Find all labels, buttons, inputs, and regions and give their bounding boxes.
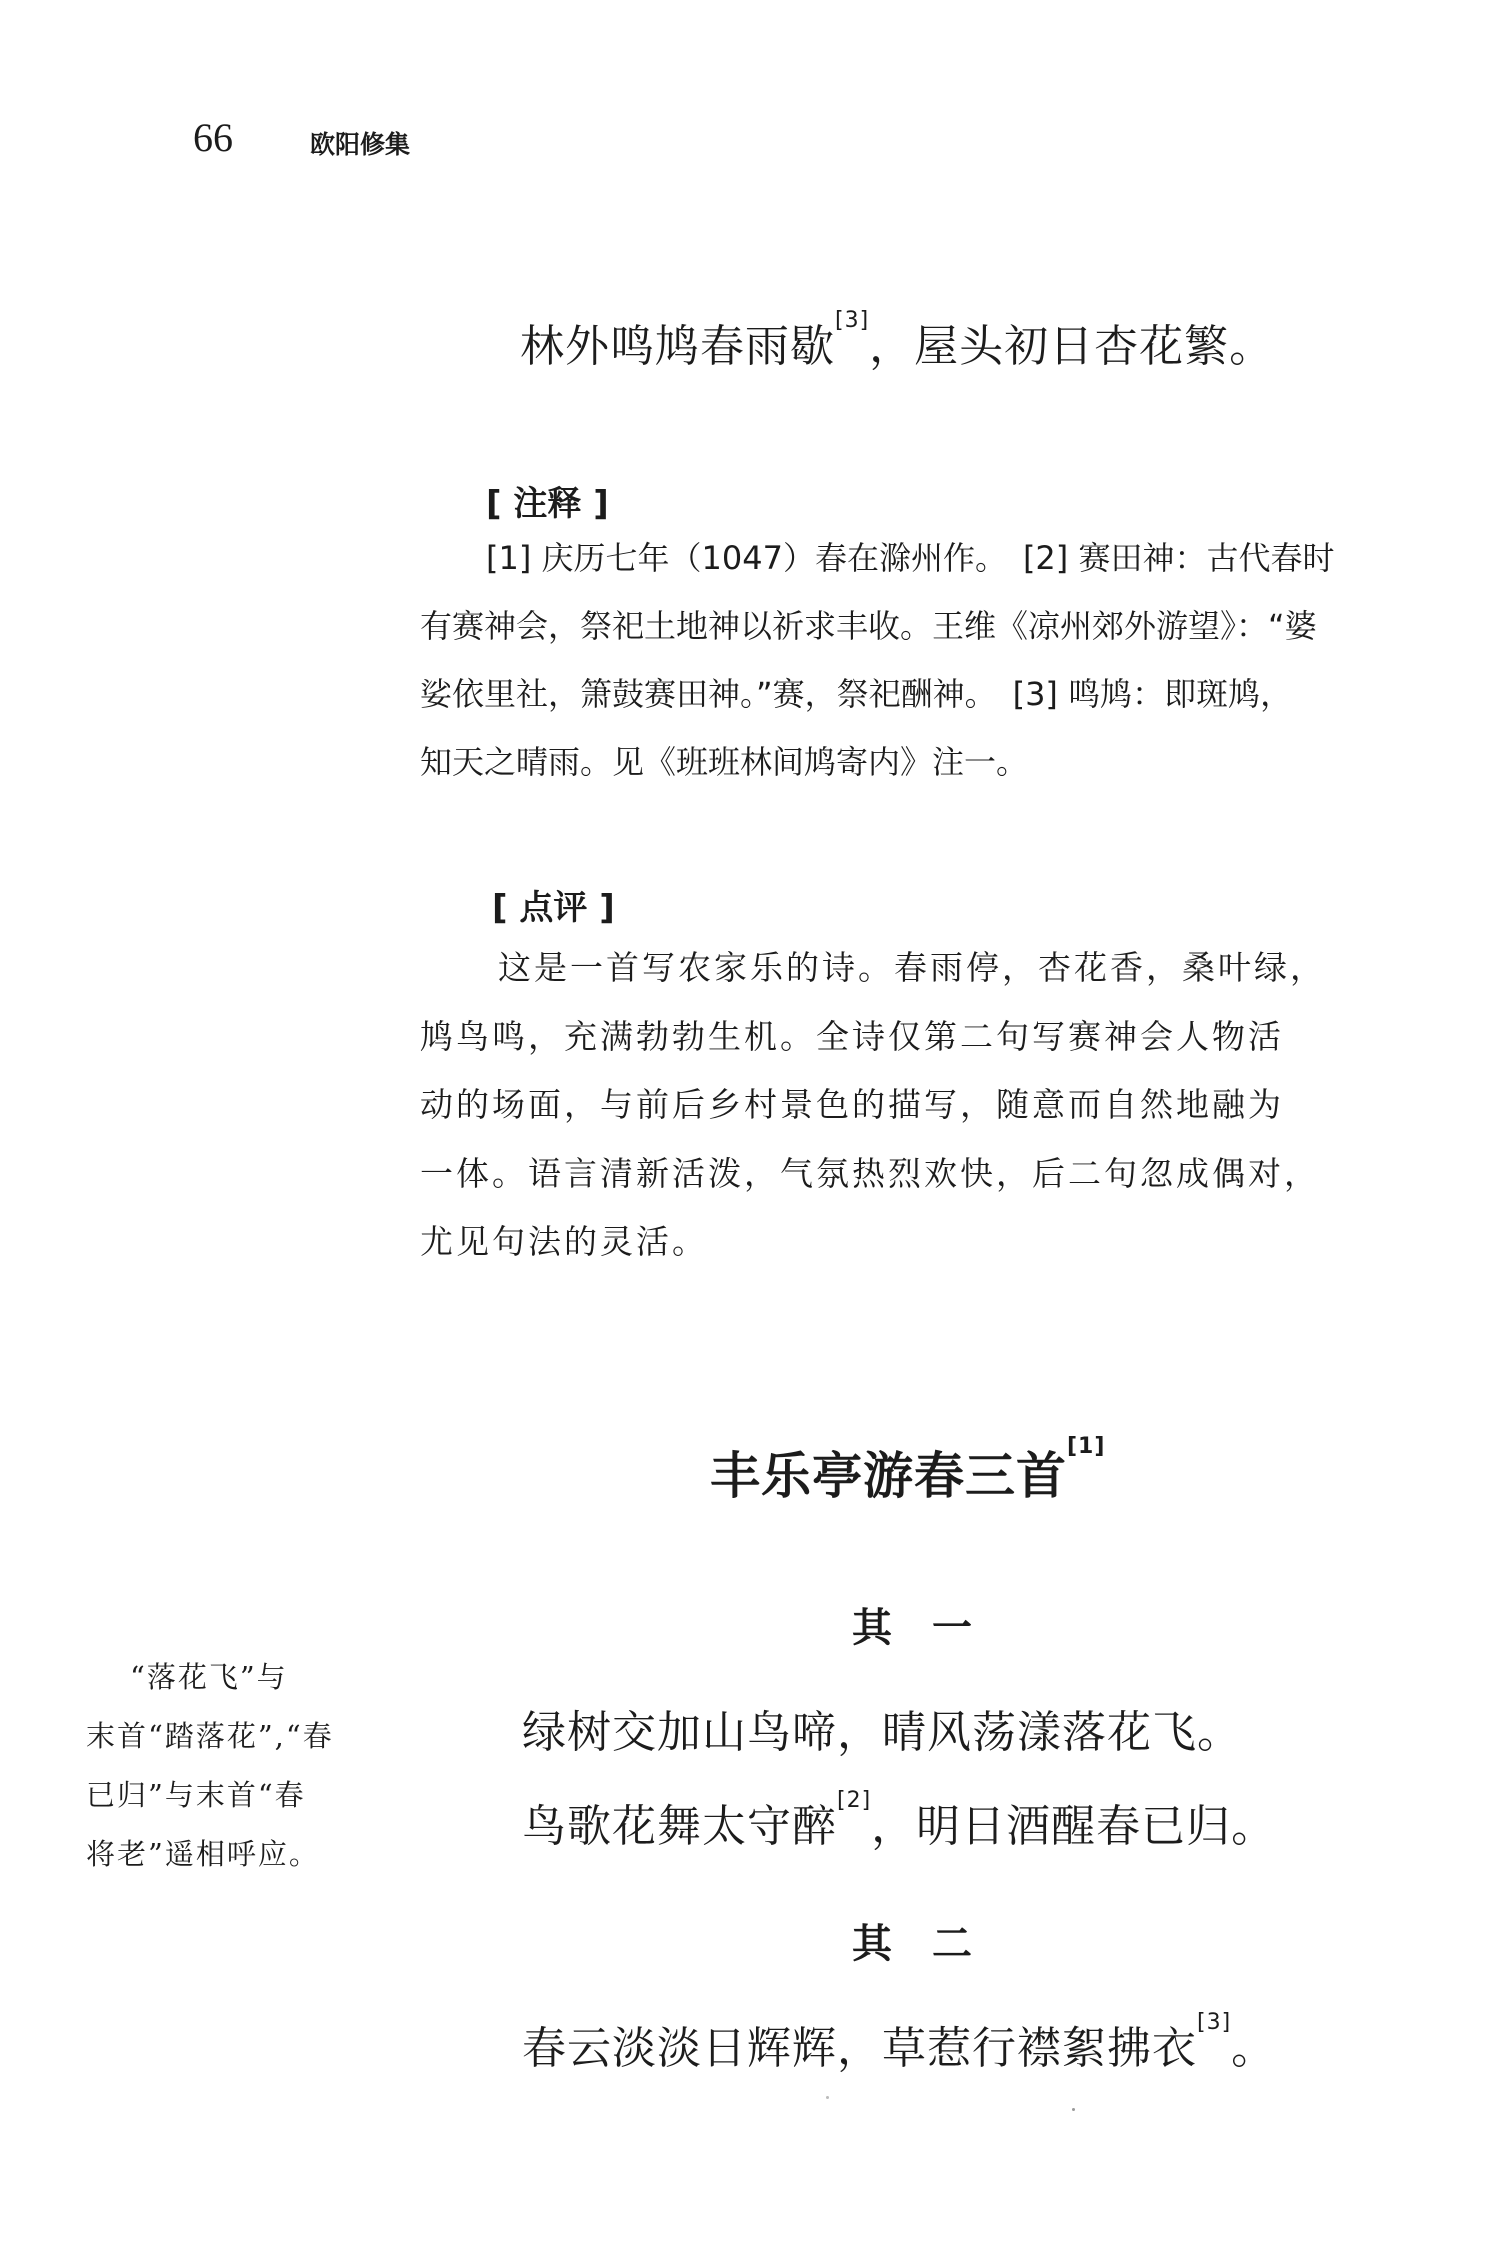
poem-line-text: 。 (1231, 2023, 1277, 2074)
part-heading: 其 一 (852, 1605, 972, 1651)
note-ref: [3] (1197, 2010, 1232, 2035)
poem-title-text: 丰乐亭游春三首 (710, 1447, 1067, 1505)
commentary-line: 尤见句法的灵活。 (420, 1222, 708, 1261)
commentary-line: 一体。语言清新活泼，气氛热烈欢快，后二句忽成偶对， (420, 1153, 1320, 1193)
page-number: 66 (193, 115, 233, 160)
commentary-heading: [ 点评 ] (492, 888, 615, 928)
note-ref: [3] (835, 308, 870, 333)
poem-line (522, 1790, 1276, 1854)
note-ref: [2] (837, 1788, 872, 1813)
side-note (86, 1648, 334, 1884)
poem-line (520, 310, 1274, 374)
annotation-line: 娑依里社，箫鼓赛田神。”赛，祭祀酬神。 [3] 鸣鸠：即斑鸠， (420, 675, 1293, 713)
commentary-line: 动的场面，与前后乡村景色的描写，随意而自然地融为 (420, 1085, 1284, 1124)
annotation-line: 有赛神会，祭祀土地神以祈求丰收。王维《凉州郊外游望》：“婆 (420, 607, 1317, 645)
poem-line: 绿树交加山鸟啼，晴风荡漾落花飞。 (522, 1707, 1242, 1758)
side-note-line: 将老”遥相呼应。 (86, 1837, 320, 1871)
side-note-line: 已归”与末首“春 (86, 1778, 306, 1812)
book-title: 欧阳修集 (310, 130, 411, 159)
poem-line-text: 春云淡淡日辉辉，草惹行襟絮拂衣 (522, 2023, 1197, 2074)
annotation-line: 知天之晴雨。见《班班林间鸠寄内》注一。 (420, 743, 1029, 781)
poem-line-text: 鸟歌花舞太守醉 (522, 1801, 837, 1852)
print-speck (826, 2096, 829, 2099)
poem-line-text: ，明日酒醒春已归。 (871, 1801, 1277, 1852)
side-note-line: 末首“踏落花”,“春 (86, 1719, 334, 1753)
poem-line-text: 林外鸣鸠春雨歇 (520, 321, 835, 372)
side-note-line: “落花飞”与 (130, 1660, 288, 1694)
poem-title (710, 1436, 1105, 1508)
poem-line-text: ，屋头初日杏花繁。 (869, 321, 1275, 372)
commentary-line: 鸠鸟鸣，充满勃勃生机。全诗仅第二句写赛神会人物活 (420, 1016, 1284, 1056)
part-heading: 其 二 (852, 1921, 972, 1967)
commentary-line: 这是一首写农家乐的诗。春雨停，杏花香，桑叶绿， (498, 948, 1326, 987)
annotations-body (420, 524, 1334, 796)
annotations-heading: [ 注释 ] (486, 484, 609, 524)
note-ref: [1] (1067, 1434, 1106, 1459)
print-speck (1072, 2108, 1075, 2111)
annotation-line: [1] 庆历七年（1047）春在滁州作。 [2] 赛田神：古代春时 (486, 539, 1335, 577)
poem-line (522, 2012, 1276, 2076)
commentary-body (420, 934, 1326, 1277)
